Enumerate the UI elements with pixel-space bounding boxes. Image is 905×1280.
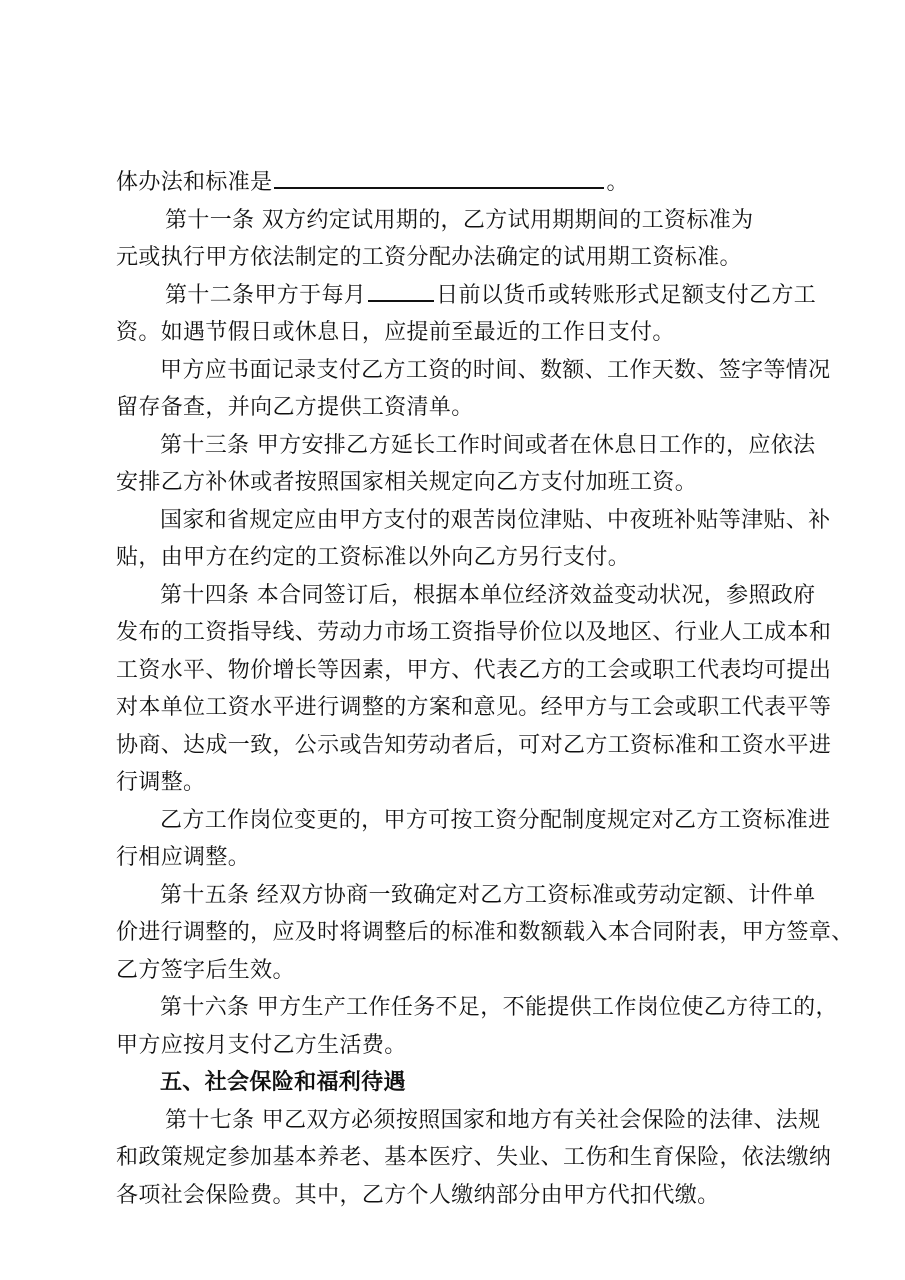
text-segment: 第十二条甲方于每月 <box>165 282 367 308</box>
text-line: 乙方签字后生效。 <box>116 957 295 983</box>
fill-in-blank <box>368 278 434 302</box>
text-segment: 。 <box>606 170 629 195</box>
text-line <box>116 164 821 202</box>
text-line: 留存备查，并向乙方提供工资清单。 <box>116 395 474 420</box>
article-12-line <box>116 277 821 315</box>
text-line: 甲方应按月支付乙方生活费。 <box>116 1032 407 1058</box>
section-heading: 五、社会保险和福利待遇 <box>160 1070 406 1095</box>
paragraph-line: 国家和省规定应由甲方支付的艰苦岗位津贴、中夜班补贴等津贴、补 <box>160 507 831 533</box>
text-line: 和政策规定参加基本养老、基本医疗、失业、工伤和生育保险，依法缴纳 <box>116 1145 832 1170</box>
text-line: 资。如遇节假日或休息日，应提前至最近的工作日支付。 <box>116 320 675 345</box>
text-line: 安排乙方补休或者按照国家相关规定向乙方支付加班工资。 <box>116 470 698 495</box>
paragraph-line: 甲方应书面记录支付乙方工资的时间、数额、工作天数、签字等情况 <box>160 357 831 383</box>
text-line: 行相应调整。 <box>116 845 251 870</box>
article-17-line: 第十七条 甲乙双方必须按照国家和地方有关社会保险的法律、法规 <box>165 1107 821 1133</box>
text-segment: 日前以货币或转账形式足额支付乙方工 <box>436 282 817 308</box>
text-line: 工资水平、物价增长等因素，甲方、代表乙方的工会或职工代表均可提出 <box>116 657 832 683</box>
article-16-line: 第十六条 甲方生产工作任务不足，不能提供工作岗位使乙方待工的， <box>160 995 838 1020</box>
text-line: 贴，由甲方在约定的工资标准以外向乙方另行支付。 <box>116 545 631 570</box>
text-line: 协商、达成一致，公示或告知劳动者后，可对乙方工资标准和工资水平进 <box>116 732 832 758</box>
fill-in-blank <box>274 165 604 189</box>
text-line: 行调整。 <box>116 770 206 795</box>
paragraph-line: 乙方工作岗位变更的，甲方可按工资分配制度规定对乙方工资标准进 <box>160 807 831 833</box>
text-line: 各项社会保险费。其中，乙方个人缴纳部分由甲方代扣代缴。 <box>116 1182 720 1208</box>
text-line: 发布的工资指导线、劳动力市场工资指导价位以及地区、行业人工成本和 <box>116 620 832 645</box>
article-11-line: 第十一条 双方约定试用期的，乙方试用期期间的工资标准为 <box>165 207 754 233</box>
text-line: 价进行调整的，应及时将调整后的标准和数额载入本合同附表，甲方签章、 <box>116 920 854 945</box>
text-segment: 体办法和标准是 <box>116 170 273 195</box>
article-13-line: 第十三条 甲方安排乙方延长工作时间或者在休息日工作的，应依法 <box>160 432 816 458</box>
article-14-line: 第十四条 本合同签订后，根据本单位经济效益变动状况，参照政府 <box>160 582 816 608</box>
article-15-line: 第十五条 经双方协商一致确定对乙方工资标准或劳动定额、计件单 <box>160 882 816 908</box>
text-line: 对本单位工资水平进行调整的方案和意见。经甲方与工会或职工代表平等 <box>116 695 832 720</box>
text-line: 元或执行甲方依法制定的工资分配办法确定的试用期工资标准。 <box>116 245 742 270</box>
